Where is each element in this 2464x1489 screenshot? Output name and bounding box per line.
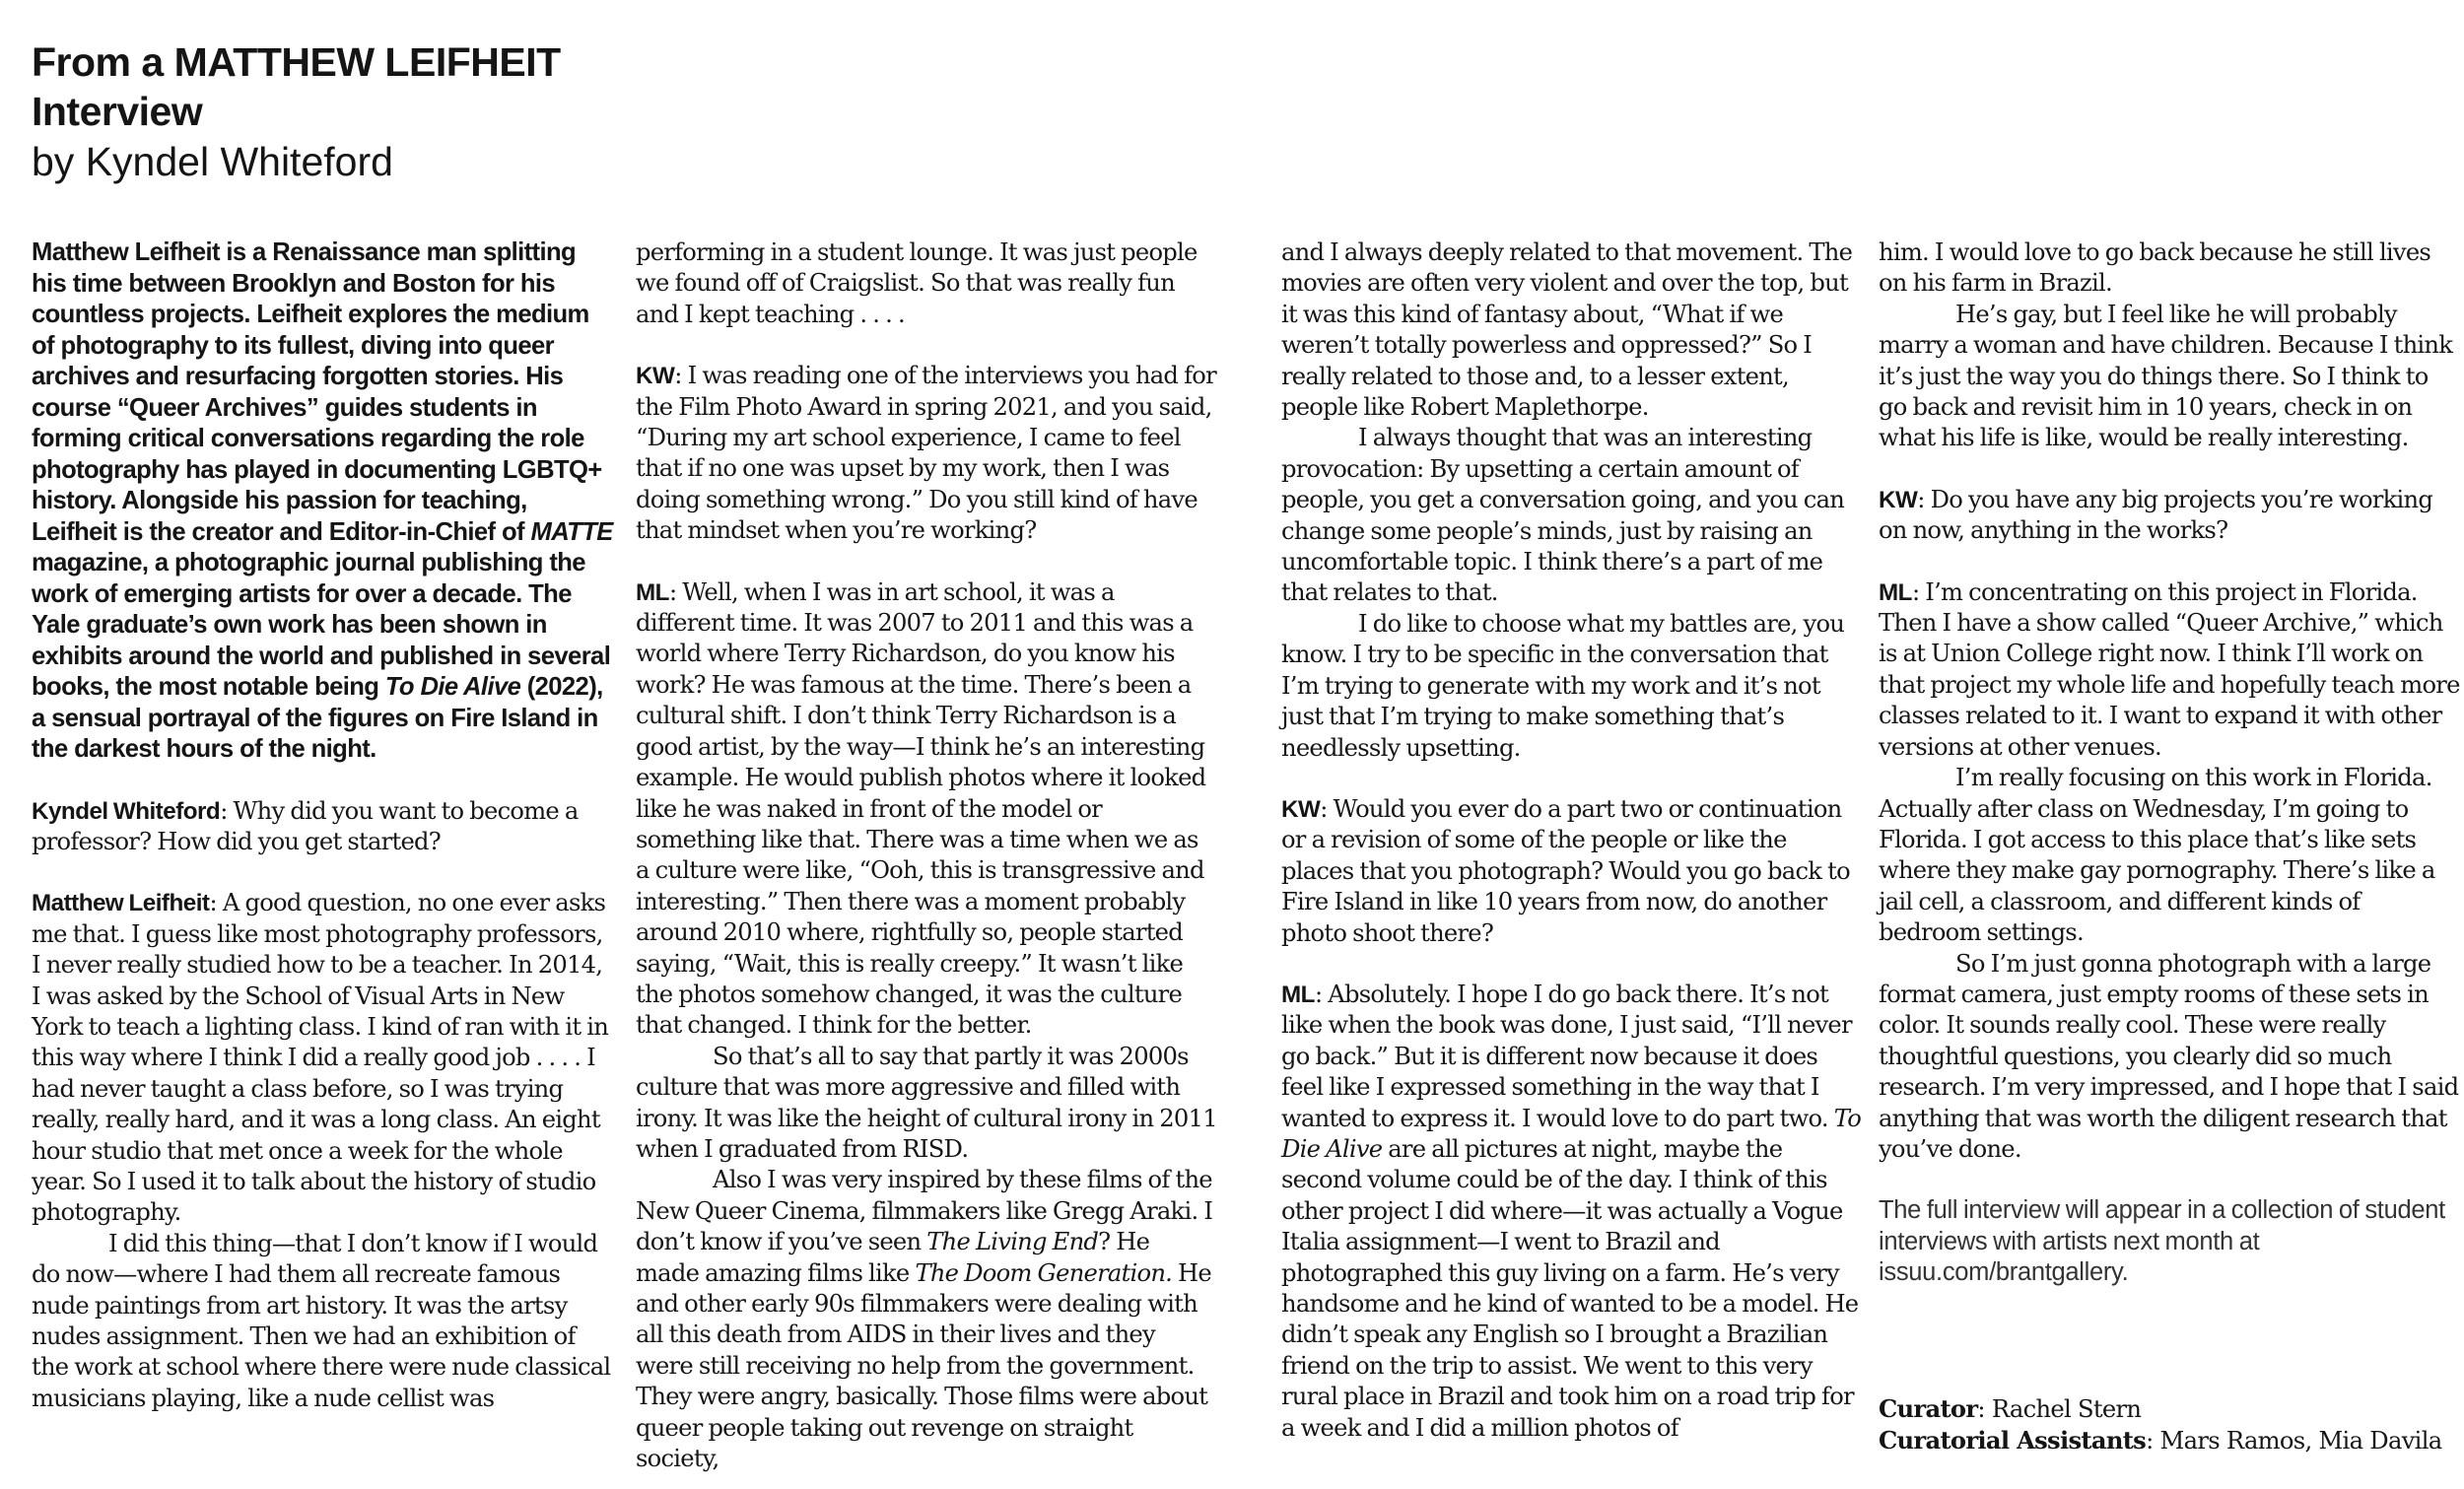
answer-text: : I’m concentrating on this project in Florida. Then I have a show called “Queer Archive,” which is at Union College right now. I think I’ll work on that project my whole life and hopefully teach more classes related to it. I want to expand it with other versions at other venues.	[1879, 577, 2460, 761]
book-title: To Die Alive	[384, 673, 521, 701]
speaker-label: Kyndel Whiteford	[32, 797, 221, 825]
bio-text: (2022), a sensual portrayal of the figures on Fire Island in the darkest hours of the night.	[32, 673, 603, 763]
question-4	[1879, 485, 2460, 547]
answer-text: : Well, when I was in art school, it was a different time. It was 2007 to 2011 and this was a world where Terry Richardson, do you know his work? He was famous at the time. There’s been a cultural shift. I don’t think Terry Richardson is a good artist, by the way—I think he’s an interesting example. He would publish photos where it looked like he was naked in front of the model or something like that. There was a time when we as a culture were like, “Ooh, this is transgressive and interesting.” Then there was a moment probably around 2010 where, rightfully so, people started saying, “Wait, this is really creepy.” It wasn’t like the photos somehow changed, it was the culture that changed. I think for the better.	[636, 577, 1206, 1040]
answer-2-paragraph-4: I always thought that was an interesting provocation: By upsetting a certain amount of people, you get a conversation going, and you can change some people’s minds, just by raising an uncomfortable topic. I think there’s a part of me that relates to that.	[1281, 424, 1845, 607]
answer-text: ? He made amazing films like	[636, 1228, 1150, 1287]
answer-3-paragraph-2: He’s gay, but I feel like he will probably marry a woman and have children. Because I think it’s just the way you do things there. So I think to go back and revisit him in 10 years, check in on what his life is like, would be really interesting.	[1879, 300, 2453, 452]
speaker-label: KW	[636, 363, 675, 390]
text-column-1	[32, 237, 613, 1414]
assistants-credit	[1879, 1425, 2460, 1456]
book-title: To Die Alive	[1281, 1104, 1862, 1163]
exhibition-credits	[1879, 1393, 2460, 1456]
answer-2-continued: and I always deeply related to that movement. The movies are often very violent and over the top, but it was this kind of fantasy about, “What if we weren’t totally powerless and oppressed?” So I really related to those and, to a lesser extent, people like Robert Maplethorpe.	[1281, 238, 1853, 422]
answer-2-paragraph-5: I do like to choose what my battles are, you know. I try to be specific in the conversation that I’m trying to generate with my work and it’s not just that I’m trying to make something that’s needlessly upsetting.	[1281, 609, 1845, 762]
answer-3-continued: him. I would love to go back because he still lives on his farm in Brazil.	[1879, 238, 2431, 298]
speaker-label: ML	[636, 578, 669, 606]
question-2	[636, 361, 1217, 546]
answer-1-continued: performing in a student lounge. It was just people we found off of Craigslist. So that was really fun and I kept teaching . . . .	[636, 238, 1198, 328]
question-3	[1281, 794, 1863, 949]
article-title-line2: Interview	[32, 89, 203, 134]
curator-credit	[1879, 1393, 2460, 1425]
speaker-label: ML	[1281, 981, 1315, 1008]
answer-4-paragraph-3: So I’m just gonna photograph with a large format camera, just empty rooms of these sets in color. It sounds really cool. These were really thoughtful questions, you clearly did so much research. I’m very impressed, and I hope that I said anything that was worth the diligent research that you’ve done.	[1879, 949, 2459, 1163]
text-column-2	[636, 237, 1217, 1474]
answer-text: Also I was very inspired by these films of the New Queer Cinema, filmmakers like Gregg Araki. I don’t know if you’ve seen	[636, 1166, 1213, 1256]
credit-label: Curatorial Assistants	[1879, 1426, 2147, 1455]
question-text: : Do you have any big projects you’re working on now, anything in the works?	[1879, 485, 2433, 545]
credit-value: : Rachel Stern	[1977, 1395, 2142, 1423]
magazine-title: MATTE	[530, 517, 613, 546]
speaker-label: Matthew Leifheit	[32, 890, 210, 917]
answer-1-paragraph-2: I did this thing—that I don’t know if I would do now—where I had them all recreate famous nude paintings from art history. It was the artsy nudes assignment. Then we had an exhibition of the work at school where there were nude classical musicians playing, like a nude cellist was	[32, 1229, 611, 1412]
film-title: The Doom Generation.	[915, 1258, 1173, 1287]
intro-bio	[32, 237, 613, 766]
answer-text: are all pictures at night, maybe the second volume could be of the day. I think of this other project I did where—it was actually a Vogue Italia assignment—I went to Brazil and photographed this guy living on a farm. He’s very handsome and he kind of wanted to be a model. He didn’t speak any English so I brought a Brazilian friend on the trip to assist. We went to this very rural place in Brazil and took him on a road trip for a week and I did a million photos of	[1281, 1134, 1859, 1442]
answer-4-paragraph-2: I’m really focusing on this work in Florida. Actually after class on Wednesday, I’m going to Florida. I got access to this place that’s like sets where they make gay pornography. There’s like a jail cell, a classroom, and different kinds of bedroom settings.	[1879, 764, 2435, 947]
bio-text: Matthew Leifheit is a Renaissance man splitting his time between Brooklyn and Boston for his countless projects. Leifheit explores the medium of photography to its fullest, diving into queer archives and resurfacing forgotten stories. His course “Queer Archives” guides students in forming critical conversations regarding the role photography has played in documenting LGBTQ+ history. Alongside his passion for teaching, Leifheit is the creator and Editor-in-Chief of	[32, 238, 602, 546]
answer-text: : A good question, no one ever asks me that. I guess like most photography professors, I never really studied how to be a teacher. In 2014, I was asked by the School of Visual Arts in New York to teach a lighting class. I kind of ran with it in this way where I think I did a really good job . . . . I had never taught a class before, so I was trying really, really hard, and it was a long class. An eight hour studio that met once a week for the whole year. So I used it to talk about the history of studio photography.	[32, 889, 609, 1227]
answer-3	[1281, 980, 1863, 1444]
question-text: : Would you ever do a part two or continuation or a revision of some of the people or like the places that you photograph? Would you go back to Fire Island in like 10 years from now, do another photo shoot there?	[1281, 794, 1850, 947]
speaker-label: KW	[1879, 486, 1918, 513]
text-column-3	[1281, 237, 1863, 1444]
article-byline: by Kyndel Whiteford	[32, 139, 393, 184]
credit-label: Curator	[1879, 1394, 1978, 1423]
bio-text: magazine, a photographic journal publishing the work of emerging artists for over a decade. The Yale graduate’s own work has been shown in exhibits around the world and published in several books, the most notable being	[32, 549, 611, 701]
answer-4	[1879, 577, 2460, 763]
speaker-label: KW	[1281, 795, 1321, 823]
film-title: The Living End	[926, 1228, 1099, 1256]
question-1	[32, 796, 613, 858]
article-header	[32, 37, 721, 187]
answer-1	[32, 888, 613, 1228]
answer-text: He and other early 90s filmmakers were dealing with all this death from AIDS in their lives and they were still receiving no help from the government. They were angry, basically. Those films were about queer people taking out revenge on straight society,	[636, 1258, 1211, 1473]
speaker-label: ML	[1879, 578, 1912, 606]
answer-2	[636, 577, 1217, 1042]
article-title-line1: From a MATTHEW LEIFHEIT	[32, 39, 561, 85]
text-column-4	[1879, 237, 2460, 1289]
credit-value: : Mars Ramos, Mia Davila	[2146, 1427, 2442, 1455]
question-text: : Why did you want to become a professor? How did you get started?	[32, 796, 579, 855]
question-text: : I was reading one of the interviews you had for the Film Photo Award in spring 2021, and you said, “During my art school experience, I came to feel that if no one was upset by my work, then I was doing something wrong.” Do you still kind of have that mindset when you’re working?	[636, 362, 1216, 545]
answer-2-paragraph-2: So that’s all to say that partly it was 2000s culture that was more aggressive and filled with irony. It was like the height of cultural irony in 2011 when I graduated from RISD.	[636, 1042, 1217, 1163]
answer-2-paragraph-3	[636, 1165, 1217, 1474]
answer-text: : Absolutely. I hope I do go back there. It’s not like when the book was done, I just said, “I’ll never go back.” But it is different now because it does feel like I expressed something in the way that I wanted to express it. I would love to do part two.	[1281, 980, 1852, 1132]
closing-note: The full interview will appear in a collection of student interviews with artists next month at issuu.com/brantgallery.	[1879, 1196, 2445, 1287]
